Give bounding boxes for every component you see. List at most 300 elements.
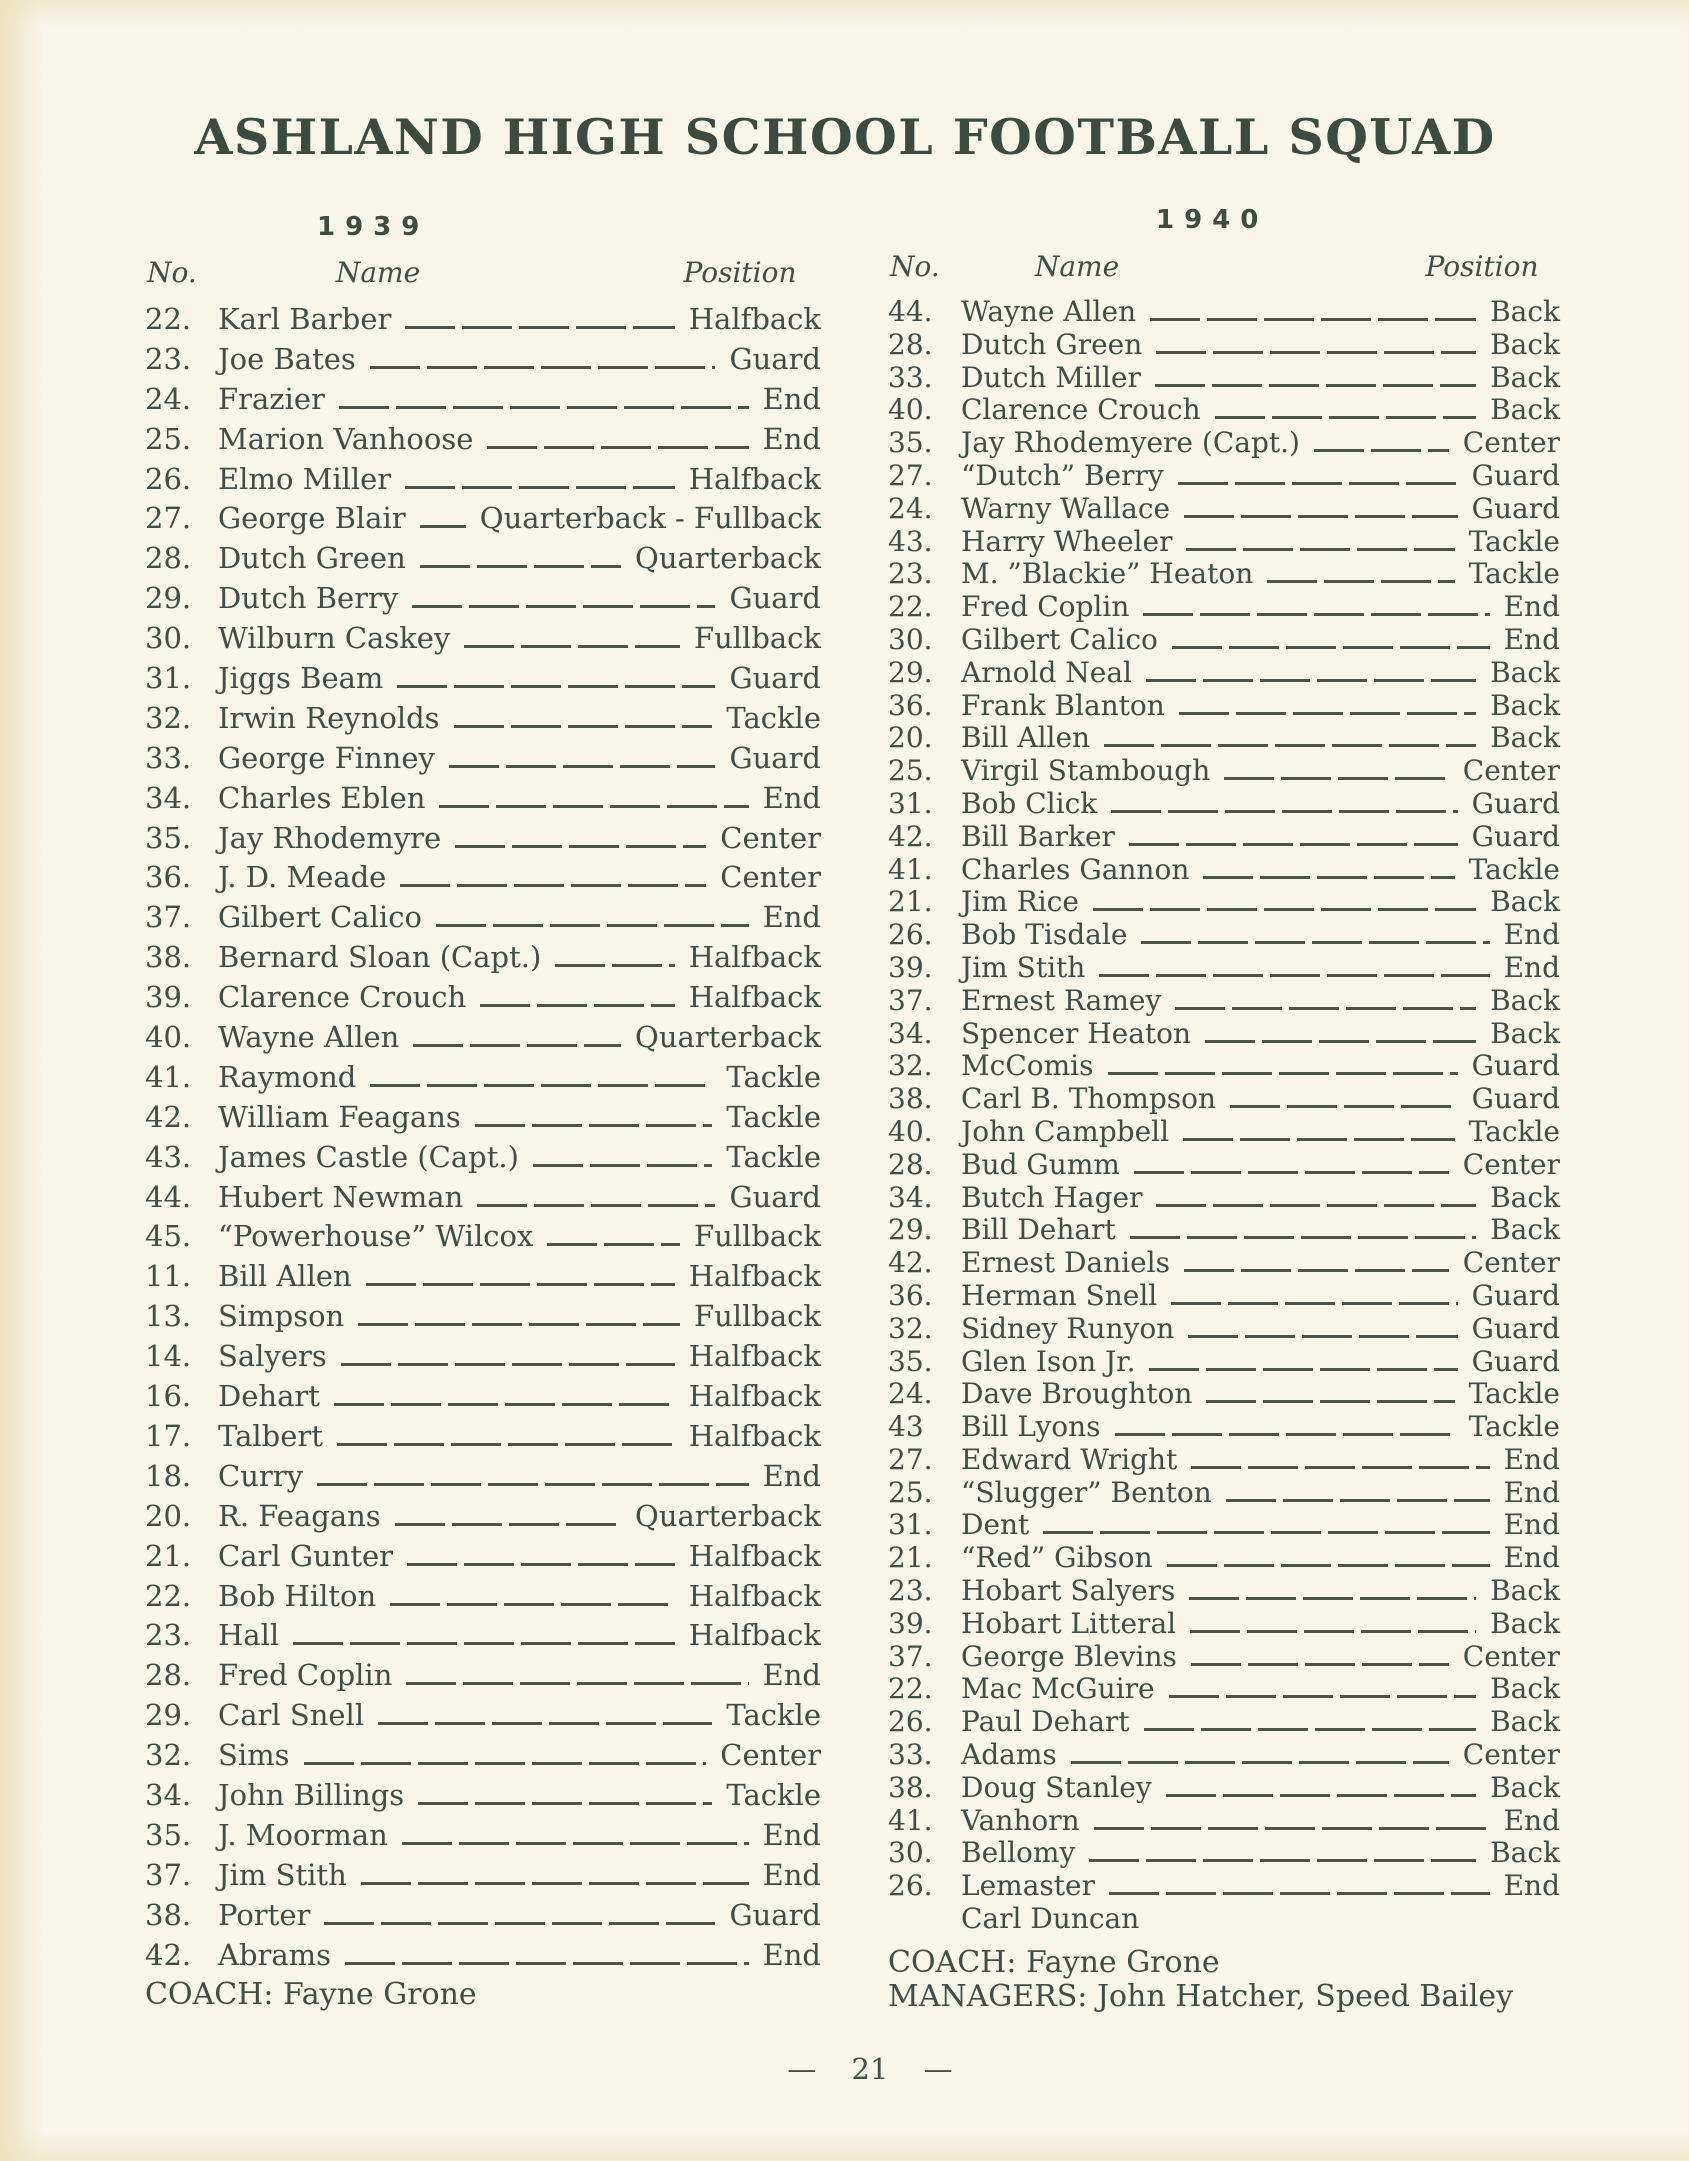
player-name: Dutch Miller	[961, 360, 1141, 394]
leader-line	[487, 446, 748, 449]
page-title: ASHLAND HIGH SCHOOL FOOTBALL SQUAD	[194, 108, 1496, 166]
player-name: R. Feagans	[218, 1498, 381, 1533]
player-position: Fullback	[693, 1299, 821, 1334]
player-number: 40.	[888, 393, 933, 427]
roster-rows-1939	[145, 300, 821, 1975]
player-number: 23.	[888, 557, 933, 591]
leader-line	[1134, 1171, 1449, 1174]
player-position: Halfback	[688, 1618, 821, 1653]
player-row	[888, 690, 1560, 723]
player-position: Guard	[1471, 1082, 1560, 1116]
leader-line	[1184, 515, 1458, 518]
player-name: M. ”Blackie” Heaton	[961, 557, 1254, 591]
player-position: End	[762, 780, 821, 815]
player-name: Jim Rice	[961, 885, 1079, 919]
player-name: Carl B. Thompson	[961, 1082, 1217, 1116]
player-number: 29.	[145, 581, 192, 616]
player-name: Carl Gunter	[218, 1538, 394, 1573]
player-name: Bill Dehart	[961, 1213, 1116, 1247]
player-number: 26.	[888, 918, 933, 952]
leader-line	[1166, 1794, 1476, 1797]
player-row	[888, 1083, 1560, 1116]
player-position: Quarterback - Fullback	[479, 501, 821, 536]
player-name: Wayne Allen	[218, 1020, 400, 1055]
player-row	[145, 1776, 821, 1816]
player-row	[888, 1444, 1560, 1477]
player-name: Ernest Daniels	[961, 1246, 1170, 1280]
player-number: 35.	[888, 426, 933, 460]
player-name: Frazier	[218, 381, 325, 416]
player-name: Charles Gannon	[961, 852, 1190, 886]
leader-line	[1149, 1368, 1457, 1371]
column-header-no: No.	[147, 256, 197, 289]
leader-line	[405, 486, 675, 489]
leader-line	[390, 1603, 675, 1606]
leader-line	[1109, 1892, 1490, 1895]
player-number: 11.	[145, 1259, 192, 1294]
player-name: Frank Blanton	[961, 688, 1165, 722]
column-header-position: Position	[1425, 250, 1539, 283]
player-name: Gilbert Calico	[961, 622, 1158, 656]
player-name: Joe Bates	[218, 341, 356, 376]
leader-line	[418, 1802, 712, 1805]
player-number: 26.	[888, 1705, 933, 1739]
player-name: Talbert	[218, 1418, 323, 1453]
leader-line	[1094, 1827, 1490, 1830]
player-row	[145, 659, 821, 699]
player-name: Marion Vanhoose	[218, 421, 474, 456]
player-name: Raymond	[218, 1059, 357, 1094]
player-name: Hobart Litteral	[961, 1606, 1177, 1640]
player-name: McComis	[961, 1049, 1094, 1083]
player-row	[145, 1457, 821, 1497]
player-position: Back	[1490, 1606, 1560, 1640]
player-number: 26.	[145, 461, 192, 496]
page-number: — 21 —	[787, 2052, 953, 2086]
player-row	[145, 1417, 821, 1457]
player-row	[888, 1411, 1560, 1444]
player-row	[888, 1870, 1560, 1903]
player-number: 43.	[145, 1139, 192, 1174]
player-name: Jay Rhodemyre	[218, 820, 442, 855]
leader-line	[1203, 876, 1454, 879]
player-number: 22.	[888, 590, 933, 624]
leader-line	[1230, 1105, 1458, 1108]
player-number: 23.	[888, 1574, 933, 1608]
player-number: 28.	[888, 1147, 933, 1181]
player-name: Butch Hager	[961, 1180, 1143, 1214]
player-position: Quarterback	[635, 1498, 821, 1533]
player-number: 31.	[145, 661, 192, 696]
year-heading-1940: 1940	[1156, 205, 1269, 235]
player-position: Center	[1462, 1246, 1560, 1280]
player-number: 34.	[888, 1180, 933, 1214]
player-name: Jay Rhodemyere (Capt.)	[961, 426, 1300, 460]
player-number: 17.	[145, 1418, 192, 1453]
player-name: George Finney	[218, 740, 435, 775]
leader-line	[304, 1762, 707, 1765]
leader-line	[1129, 843, 1458, 846]
player-row	[888, 624, 1560, 657]
player-row	[888, 1247, 1560, 1280]
managers-line-1940: MANAGERS: John Hatcher, Speed Bailey	[888, 1979, 1514, 2014]
player-number: 29.	[888, 1213, 933, 1247]
leader-line	[475, 1124, 713, 1127]
player-position: End	[1503, 1803, 1560, 1837]
player-name: Bob Tisdale	[961, 918, 1128, 952]
player-position: Tackle	[1468, 1377, 1560, 1411]
player-number: 30.	[145, 621, 192, 656]
leader-line	[1191, 1466, 1489, 1469]
player-name: Wilburn Caskey	[218, 621, 451, 656]
player-position: Back	[1490, 688, 1560, 722]
leader-line	[1143, 613, 1489, 616]
player-position: Halfback	[688, 1578, 821, 1613]
player-row	[145, 1537, 821, 1577]
player-name: Adams	[961, 1738, 1057, 1772]
player-position: Halfback	[688, 1339, 821, 1374]
player-row	[888, 1116, 1560, 1149]
leader-line	[1111, 810, 1457, 813]
leader-line	[341, 1363, 675, 1366]
player-name: Spencer Heaton	[961, 1016, 1192, 1050]
player-name: J. D. Meade	[218, 860, 387, 895]
player-position: End	[1503, 590, 1560, 624]
leader-line	[1141, 941, 1489, 944]
player-name: George Blair	[218, 501, 406, 536]
player-number: 38.	[145, 940, 192, 975]
player-position: Guard	[1471, 786, 1560, 820]
player-row	[888, 985, 1560, 1018]
player-position: Fullback	[693, 621, 821, 656]
player-number: 41.	[145, 1059, 192, 1094]
player-number: 42.	[888, 819, 933, 853]
player-position: Back	[1490, 983, 1560, 1017]
player-position: Guard	[1471, 1311, 1560, 1345]
player-name: Hall	[218, 1618, 280, 1653]
leader-line	[370, 366, 716, 369]
player-position: Center	[1462, 1738, 1560, 1772]
player-number: 32.	[888, 1311, 933, 1345]
player-position: End	[1503, 1869, 1560, 1903]
coach-line-1940: COACH: Fayne Grone	[888, 1945, 1220, 1980]
player-row	[145, 1377, 821, 1417]
player-name: Clarence Crouch	[218, 980, 467, 1015]
leader-line	[358, 1323, 680, 1326]
year-heading-1939: 1939	[317, 212, 430, 242]
leader-line	[1167, 1564, 1490, 1567]
player-name: Ernest Ramey	[961, 983, 1162, 1017]
leader-line	[1071, 1761, 1449, 1764]
player-position: Tackle	[726, 1139, 821, 1174]
leader-line	[1215, 416, 1476, 419]
player-position: Tackle	[1468, 1410, 1560, 1444]
player-number: 23.	[145, 1618, 192, 1653]
player-position: Back	[1490, 393, 1560, 427]
player-row	[145, 1577, 821, 1617]
player-row	[888, 1739, 1560, 1772]
player-position: Guard	[729, 581, 821, 616]
player-row	[145, 1018, 821, 1058]
leader-line	[1175, 1007, 1476, 1010]
player-name: William Feagans	[218, 1099, 461, 1134]
leader-line	[366, 1283, 675, 1286]
player-row	[145, 938, 821, 978]
player-number: 39.	[888, 1606, 933, 1640]
player-row	[888, 1641, 1560, 1674]
player-position: Guard	[729, 1897, 821, 1932]
player-row	[888, 1149, 1560, 1182]
player-number: 23.	[145, 341, 192, 376]
player-name: Mac McGuire	[961, 1672, 1155, 1706]
player-position: Guard	[1471, 819, 1560, 853]
player-row	[888, 1182, 1560, 1215]
player-row	[888, 919, 1560, 952]
player-position: Back	[1490, 1180, 1560, 1214]
leader-line	[1189, 1597, 1476, 1600]
player-name: Dutch Green	[218, 541, 406, 576]
leader-line	[480, 1004, 675, 1007]
player-position: End	[762, 1937, 821, 1972]
player-number: 42.	[145, 1099, 192, 1134]
player-position: Quarterback	[635, 541, 821, 576]
player-name: “Red” Gibson	[961, 1541, 1153, 1575]
player-number: 41.	[888, 1803, 933, 1837]
player-position: End	[1503, 950, 1560, 984]
leader-line	[1155, 384, 1476, 387]
player-row	[145, 1736, 821, 1776]
player-name: “Powerhouse” Wilcox	[218, 1219, 534, 1254]
leader-line	[436, 924, 749, 927]
player-position: End	[1503, 1541, 1560, 1575]
player-position: Halfback	[688, 980, 821, 1015]
player-number: 39.	[145, 980, 192, 1015]
leader-line	[1146, 679, 1476, 682]
player-number: 21.	[888, 1541, 933, 1575]
player-row	[888, 1214, 1560, 1247]
player-name: Hubert Newman	[218, 1179, 464, 1214]
player-row	[145, 699, 821, 739]
player-number: 14.	[145, 1339, 192, 1374]
player-position: Fullback	[693, 1219, 821, 1254]
player-position: Back	[1490, 721, 1560, 755]
player-name: Bud Gumm	[961, 1147, 1120, 1181]
player-position: End	[762, 1857, 821, 1892]
player-position: Center	[1462, 1639, 1560, 1673]
player-position: End	[762, 1458, 821, 1493]
player-position: End	[1503, 918, 1560, 952]
player-name: Herman Snell	[961, 1278, 1158, 1312]
player-name: Salyers	[218, 1339, 327, 1374]
column-header-no: No.	[890, 250, 940, 283]
player-row	[888, 460, 1560, 493]
player-row	[888, 1477, 1560, 1510]
player-number: 18.	[145, 1458, 192, 1493]
leader-line	[1172, 646, 1490, 649]
player-number: 25.	[888, 1475, 933, 1509]
leader-line	[361, 1882, 749, 1885]
player-name: Lemaster	[961, 1869, 1095, 1903]
player-name: Edward Wright	[961, 1442, 1178, 1476]
leader-line	[402, 1842, 749, 1845]
player-name: Clarence Crouch	[961, 393, 1201, 427]
player-row	[145, 1337, 821, 1377]
player-position: Halfback	[688, 1259, 821, 1294]
player-position: End	[762, 1817, 821, 1852]
player-number: 26.	[888, 1869, 933, 1903]
player-name: Vanhorn	[961, 1803, 1080, 1837]
player-number: 33.	[888, 1738, 933, 1772]
leader-line	[1156, 351, 1476, 354]
player-number: 30.	[888, 1836, 933, 1870]
player-name: Wayne Allen	[961, 295, 1137, 328]
player-row	[888, 362, 1560, 395]
leader-line	[555, 964, 674, 967]
player-position: Back	[1490, 655, 1560, 689]
player-row	[888, 1378, 1560, 1411]
player-number: 29.	[145, 1698, 192, 1733]
player-name: Sims	[218, 1738, 290, 1773]
leader-line	[1130, 1236, 1476, 1239]
player-row	[888, 952, 1560, 985]
player-number: 38.	[888, 1770, 933, 1804]
player-row	[888, 1673, 1560, 1706]
leader-line	[1191, 1663, 1449, 1666]
player-number: 43.	[888, 524, 933, 558]
player-number: 21.	[145, 1538, 192, 1573]
player-number: 32.	[145, 700, 192, 735]
player-row	[145, 1497, 821, 1537]
player-position: Center	[1462, 426, 1560, 460]
player-number: 31.	[888, 786, 933, 820]
player-number: 24.	[145, 381, 192, 416]
player-position: Tackle	[726, 1698, 821, 1733]
player-name: Bill Barker	[961, 819, 1115, 853]
player-row	[888, 1542, 1560, 1575]
player-number: 35.	[888, 1344, 933, 1378]
leader-line	[420, 525, 466, 528]
player-position: Tackle	[1468, 852, 1560, 886]
coach-line-1939: COACH: Fayne Grone	[145, 1977, 477, 2012]
player-row	[145, 779, 821, 819]
player-name: Jim Stith	[218, 1857, 347, 1892]
player-position: Back	[1490, 885, 1560, 919]
player-name: Karl Barber	[218, 302, 392, 336]
player-number: 33.	[888, 360, 933, 394]
player-position: Guard	[1471, 1344, 1560, 1378]
player-number: 24.	[888, 491, 933, 525]
player-number: 27.	[888, 1442, 933, 1476]
leader-line	[1206, 1400, 1454, 1403]
player-number: 36.	[145, 860, 192, 895]
player-name: Bill Allen	[961, 721, 1091, 755]
player-position: Back	[1490, 360, 1560, 394]
leader-line	[455, 845, 706, 848]
leader-line	[406, 1682, 748, 1685]
player-position: Guard	[729, 661, 821, 696]
leader-line	[1224, 777, 1449, 780]
player-position: Halfback	[688, 1379, 821, 1414]
player-position: Back	[1490, 1574, 1560, 1608]
player-position: Back	[1490, 295, 1560, 328]
leader-line	[533, 1164, 712, 1167]
player-name: James Castle (Capt.)	[218, 1139, 519, 1174]
player-name: John Billings	[218, 1777, 405, 1812]
player-name: George Blevins	[961, 1639, 1177, 1673]
leader-line	[345, 1962, 749, 1965]
player-position: Back	[1490, 1836, 1560, 1870]
player-number: 37.	[888, 1639, 933, 1673]
leader-line	[1144, 1728, 1477, 1731]
player-row	[888, 558, 1560, 591]
player-name: Sidney Runyon	[961, 1311, 1175, 1345]
player-name: Dutch Berry	[218, 581, 399, 616]
player-position: Guard	[1471, 491, 1560, 525]
player-name: Dehart	[218, 1379, 320, 1414]
player-row	[888, 1575, 1560, 1608]
player-position: Tackle	[726, 1777, 821, 1812]
player-row	[888, 854, 1560, 887]
player-row	[145, 420, 821, 460]
player-row	[888, 657, 1560, 690]
player-row	[888, 722, 1560, 755]
player-number: 41.	[888, 852, 933, 886]
player-name: “Slugger” Benton	[961, 1475, 1212, 1509]
player-row	[145, 380, 821, 420]
player-number: 20.	[888, 721, 933, 755]
player-position: End	[1503, 1475, 1560, 1509]
player-number: 21.	[888, 885, 933, 919]
player-position: Guard	[729, 341, 821, 376]
leader-line	[334, 1403, 675, 1406]
player-number: 35.	[145, 1817, 192, 1852]
player-row	[888, 1608, 1560, 1641]
player-number: 13.	[145, 1299, 192, 1334]
player-position: End	[762, 900, 821, 935]
player-row	[145, 1217, 821, 1257]
leader-line	[1188, 1335, 1457, 1338]
player-row	[145, 579, 821, 619]
squad-column-1940	[888, 0, 1560, 2161]
player-name: “Dutch” Berry	[961, 458, 1164, 492]
player-number: 36.	[888, 688, 933, 722]
player-number: 34.	[888, 1016, 933, 1050]
player-name: Hobart Salyers	[961, 1574, 1176, 1608]
leader-line	[1089, 1859, 1476, 1862]
player-name: John Campbell	[961, 1114, 1170, 1148]
player-position: End	[762, 421, 821, 456]
player-position: Guard	[1471, 458, 1560, 492]
player-row	[888, 1706, 1560, 1739]
player-number: 27.	[145, 501, 192, 536]
leader-line	[1171, 1302, 1457, 1305]
player-name: Bernard Sloan (Capt.)	[218, 940, 542, 975]
player-position: Back	[1490, 1770, 1560, 1804]
player-number: 28.	[888, 327, 933, 361]
player-position: Center	[720, 820, 821, 855]
player-row	[145, 1896, 821, 1936]
player-position: Halfback	[688, 1418, 821, 1453]
leader-line	[1226, 1499, 1490, 1502]
leader-line	[370, 1084, 712, 1087]
player-name: Elmo Miller	[218, 461, 392, 496]
player-number: 28.	[145, 1658, 192, 1693]
leader-line	[339, 406, 749, 409]
leader-line	[1156, 1204, 1476, 1207]
player-row	[145, 1178, 821, 1218]
leader-line	[293, 1642, 675, 1645]
roster-rows-1940	[888, 296, 1560, 1936]
